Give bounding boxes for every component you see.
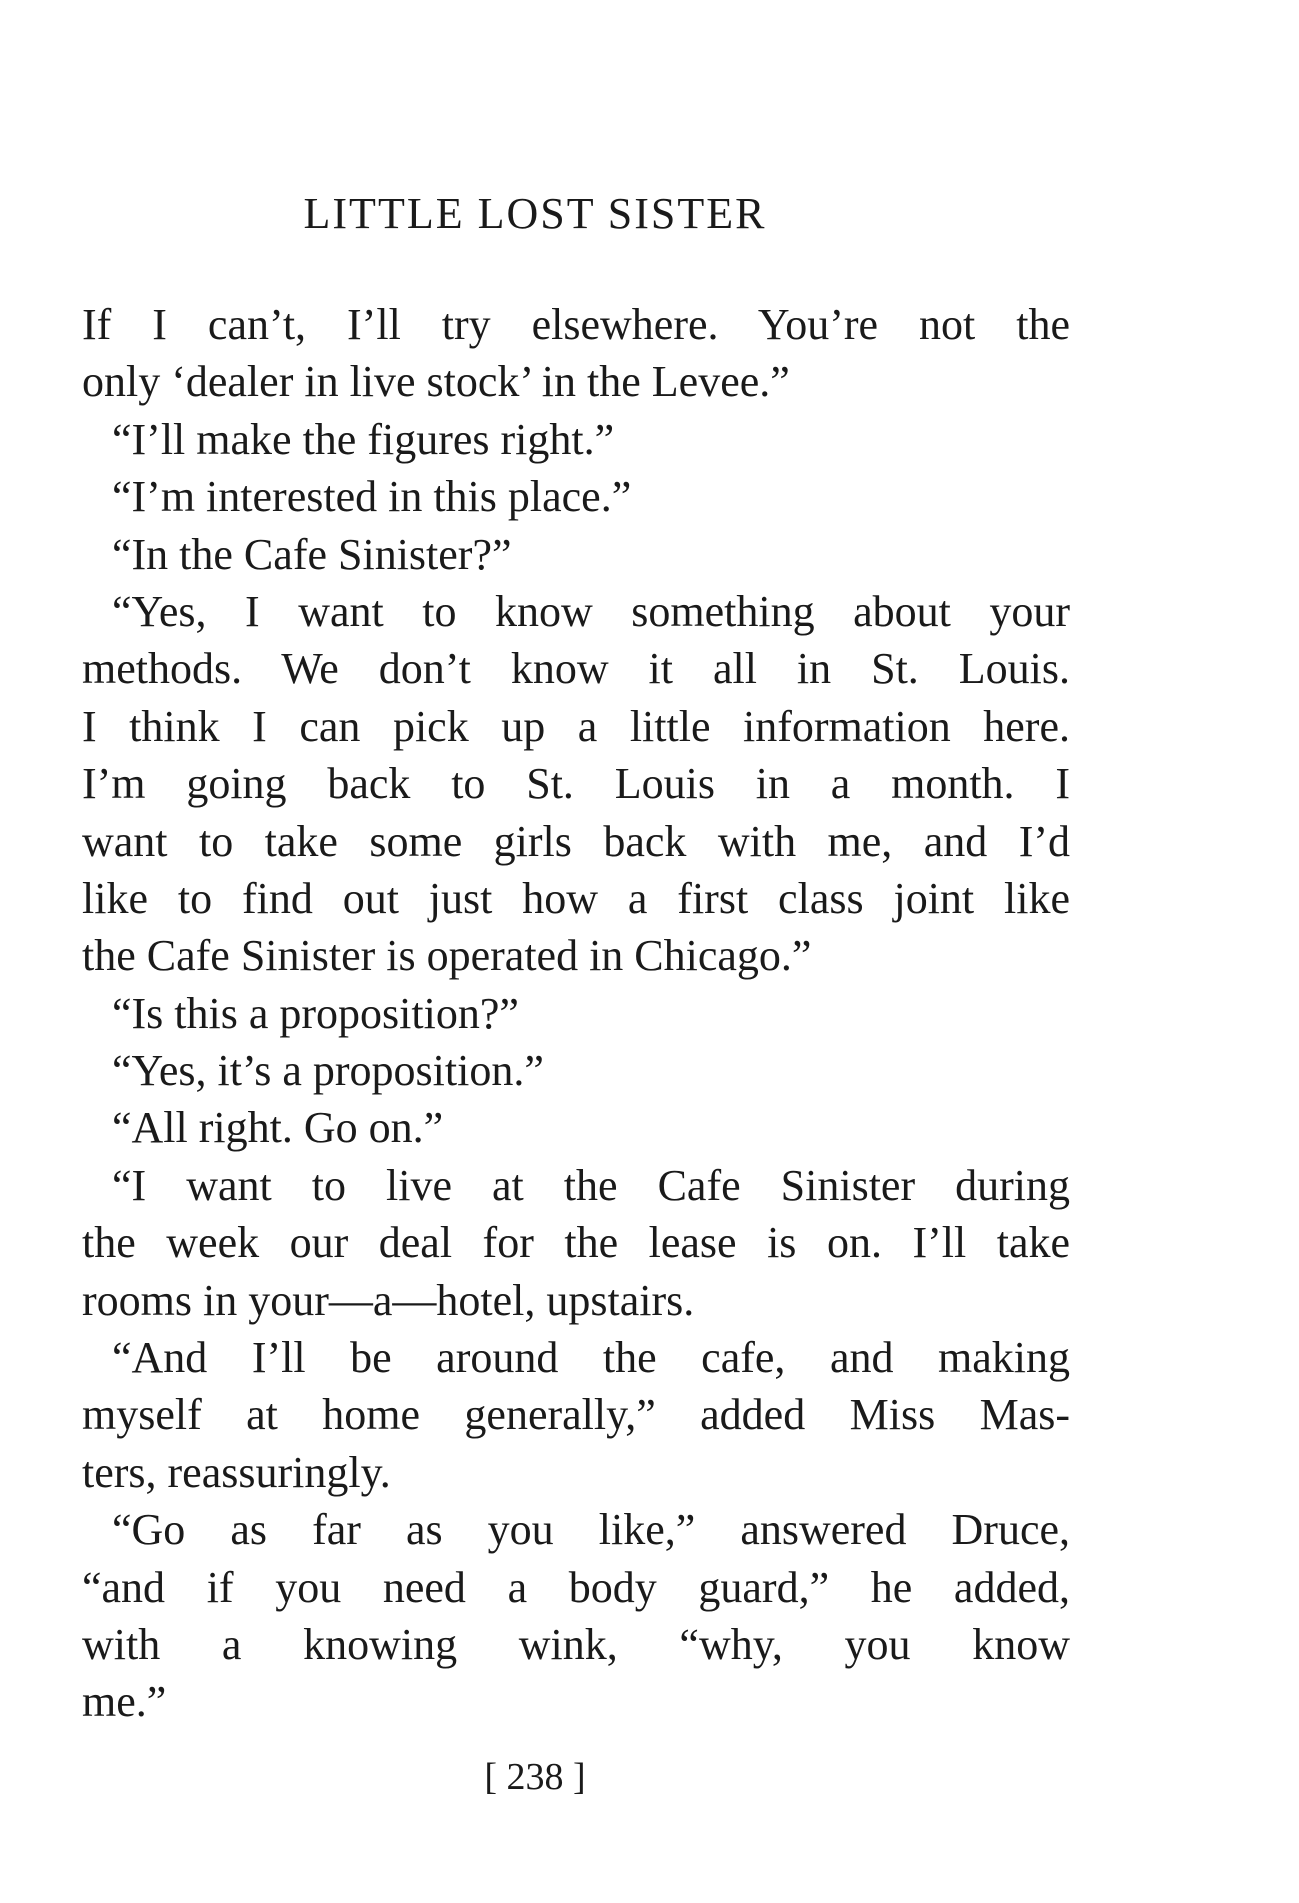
text-line: rooms in your—a—hotel, upstairs. [82,1275,695,1325]
text-line: “I’ll make the figures right.” [112,414,615,464]
text-line: “In the Cafe Sinister?” [112,529,512,579]
text-line: “and if you need a body guard,” he added, [82,1562,1070,1612]
text-line: the week our deal for the lease is on. I’ll take [82,1218,1070,1268]
page-number: [ 238 ] [484,1756,586,1798]
body-text [82,296,1070,1731]
text-line: me.” [82,1677,167,1727]
running-head-title: LITTLE LOST SISTER [303,189,767,238]
text-line: like to find out just how a first class joint like [82,873,1070,923]
text-line: “Go as far as you like,” answered Druce, [112,1505,1070,1555]
text-line: “Yes, I want to know something about your [112,586,1070,636]
text-line: the Cafe Sinister is operated in Chicago.” [82,931,812,981]
text-line: If I can’t, I’ll try elsewhere. You’re not the [82,300,1070,349]
text-line: I’m going back to St. Louis in a month. I [82,759,1070,809]
text-line: “And I’ll be around the cafe, and making [112,1333,1070,1383]
text-line: want to take some girls back with me, and I’d [82,816,1070,866]
text-line: ters, reassuringly. [82,1447,391,1497]
text-line: with a knowing wink, “why, you know [82,1619,1070,1669]
text-line: “All right. Go on.” [112,1103,444,1153]
text-line: methods. We don’t know it all in St. Louis. [82,644,1070,694]
text-line: “Yes, it’s a proposition.” [112,1046,544,1096]
text-line: “I want to live at the Cafe Sinister during [112,1160,1070,1210]
text-line: myself at home generally,” added Miss Mas- [82,1390,1070,1440]
text-line: “I’m interested in this place.” [112,472,632,522]
text-line: I think I can pick up a little information here. [82,701,1070,751]
text-line: “Is this a proposition?” [112,988,519,1038]
text-line: only ‘dealer in live stock’ in the Levee.” [82,357,790,407]
